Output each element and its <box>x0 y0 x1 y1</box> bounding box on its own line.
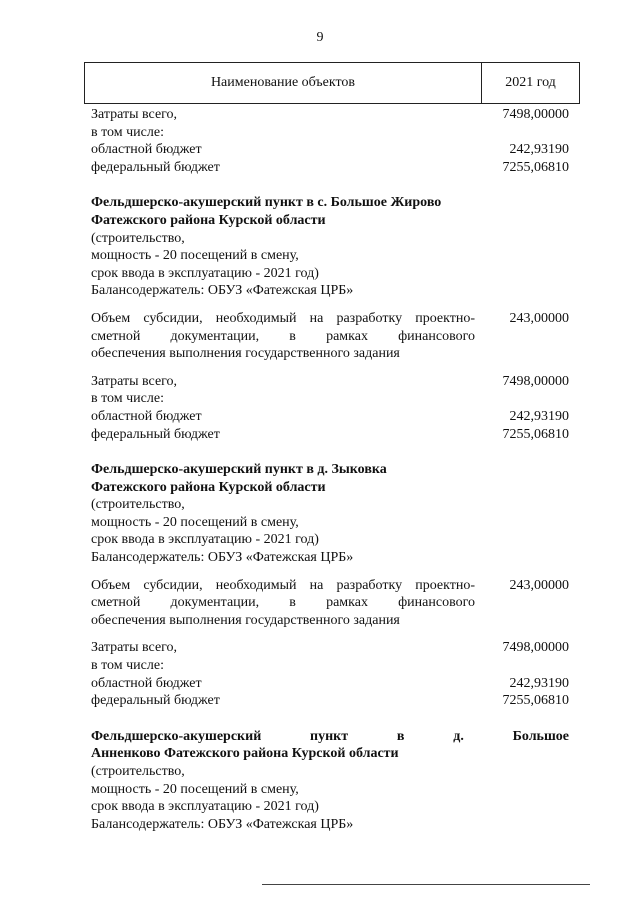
cost-row-federal: федеральный бюджет 7255,06810 <box>91 426 569 442</box>
cost-label: Затраты всего, <box>91 107 178 122</box>
subsidy-value: 243,00000 <box>509 310 569 326</box>
subsidy-text: Объем субсидии, необходимый на разработку проектно- сметной документации, в рамках финансового обеспечения выполнения государственного задания <box>91 577 475 628</box>
column-header-name: Наименование объектов <box>210 75 356 90</box>
object-title: Фельдшерско-акушерский пункт в д. Большое Анненково Фатежского района Курской области <box>91 728 569 762</box>
object-block <box>91 728 569 834</box>
subsidy-row <box>91 310 569 363</box>
object-details: (строительство, мощность - 20 посещений в смену, срок ввода в эксплуатацию - 2021 год) Балансодержатель: ОБУЗ «Фатежская ЦРБ» <box>91 230 354 299</box>
cost-row-regional: областной бюджет 242,93190 <box>91 408 569 424</box>
cost-row-total: Затраты всего, 7498,00000 <box>91 373 569 389</box>
object-block <box>91 461 569 710</box>
document-body <box>91 106 569 833</box>
costs-block <box>91 106 569 176</box>
cost-row-total: Затраты всего, 7498,00000 <box>91 640 569 656</box>
cost-label: федеральный бюджет <box>91 159 220 175</box>
object-title: Фельдшерско-акушерский пункт в д. Зыковка Фатежского района Курской области <box>91 462 387 495</box>
cost-value: 242,93190 <box>509 142 569 158</box>
footer-rule <box>262 884 590 885</box>
cost-row-regional: областной бюджет 242,93190 <box>91 675 569 691</box>
object-block <box>91 194 569 443</box>
cost-row-including: в том числе: <box>91 391 164 407</box>
cost-value: 7255,06810 <box>502 159 569 175</box>
column-header-year: 2021 год <box>505 75 556 90</box>
object-title: Фельдшерско-акушерский пункт в с. Большое Жирово Фатежского района Курской области <box>91 195 442 228</box>
subsidy-row <box>91 577 569 630</box>
cost-row-including: в том числе: <box>91 658 164 674</box>
cost-row-total <box>91 106 569 124</box>
cost-row-federal: федеральный бюджет 7255,06810 <box>91 693 569 709</box>
object-details: (строительство, мощность - 20 посещений в смену, срок ввода в эксплуатацию - 2021 год) Балансодержатель: ОБУЗ «Фатежская ЦРБ» <box>91 764 354 832</box>
cost-label: в том числе: <box>91 124 164 140</box>
cost-label: областной бюджет <box>91 142 202 158</box>
subsidy-text: Объем субсидии, необходимый на разработку проектно- сметной документации, в рамках финансового обеспечения выполнения государственного задания <box>91 310 475 362</box>
table-header <box>84 62 580 104</box>
page-number: 9 <box>316 30 324 45</box>
cost-row-federal <box>91 159 569 177</box>
cost-row-regional <box>91 141 569 159</box>
cost-value: 7498,00000 <box>502 107 569 122</box>
object-details: (строительство, мощность - 20 посещений в смену, срок ввода в эксплуатацию - 2021 год) Балансодержатель: ОБУЗ «Фатежская ЦРБ» <box>91 497 354 566</box>
cost-row-including <box>91 124 569 142</box>
subsidy-value: 243,00000 <box>509 577 569 593</box>
